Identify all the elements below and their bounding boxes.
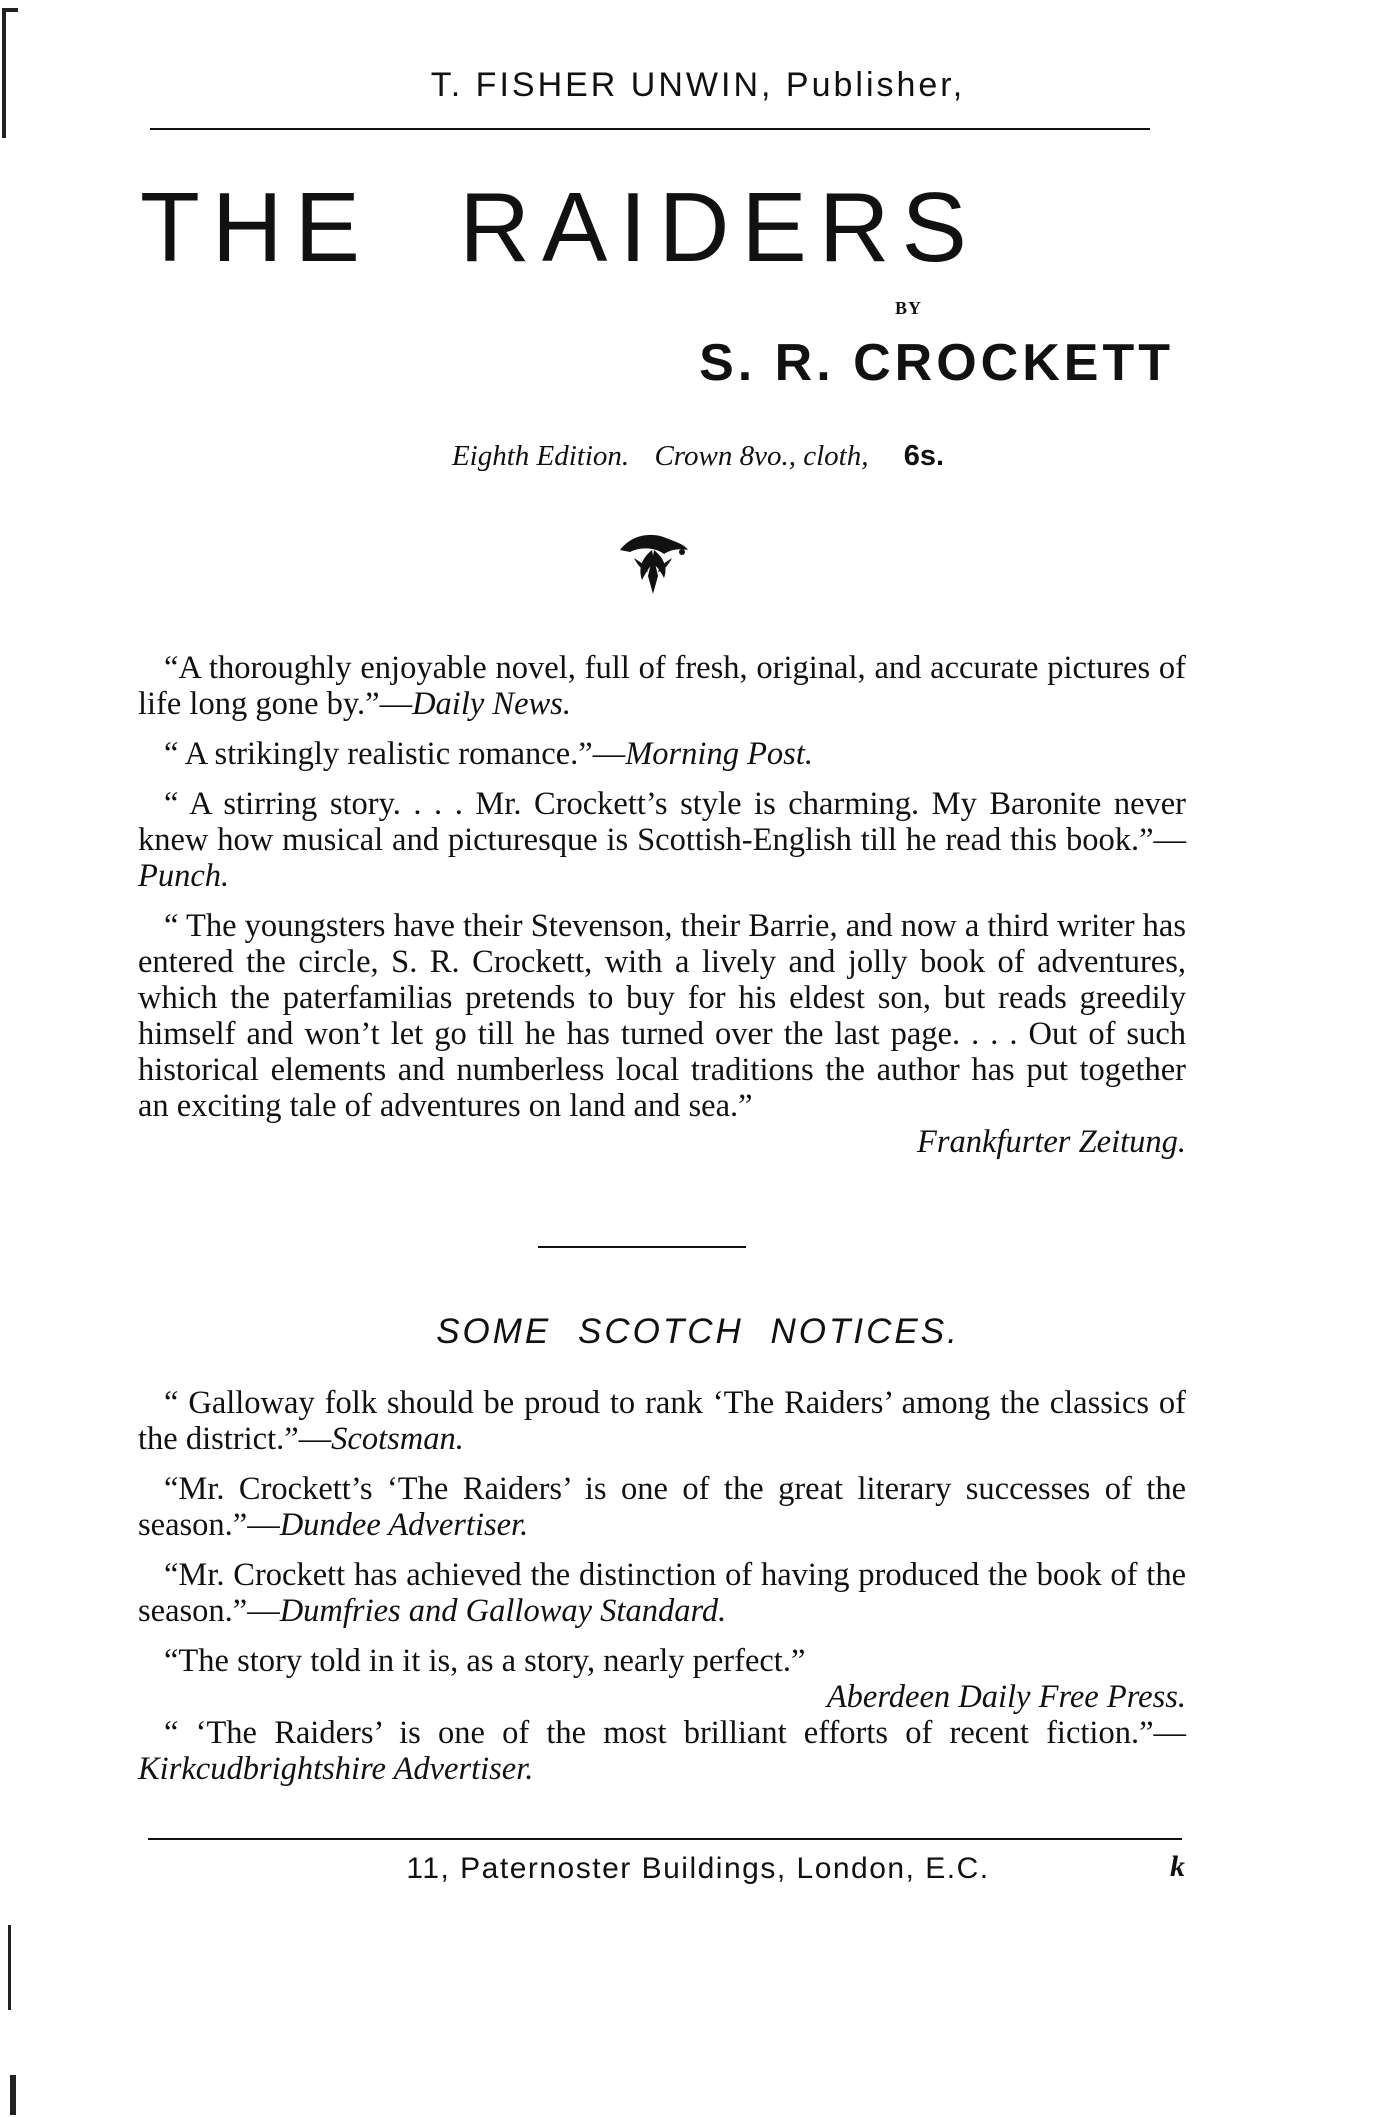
review-quote: “ A stirring story. . . . Mr. Crockett’s style is charming. My Baronite never knew how musical and picturesque is Scottish-English till he read this book.”—Punch. — [138, 786, 1186, 894]
notice-source: Aberdeen Daily Free Press. — [826, 1679, 1186, 1715]
section-heading: SOME SCOTCH NOTICES. — [436, 1312, 960, 1351]
notice-source: Scotsman. — [331, 1421, 464, 1457]
publisher-address: 11, Paternoster Buildings, London, E.C. — [406, 1852, 990, 1885]
notice-source: Kirkcudbrightshire Advertiser. — [138, 1751, 534, 1787]
book-title: THE RAIDERS — [140, 172, 979, 282]
notice-quote: “Mr. Crockett’s ‘The Raiders’ is one of the great literary successes of the season.”—Dundee Advertiser. — [138, 1471, 1186, 1543]
review-quote: “ The youngsters have their Stevenson, their Barrie, and now a third writer has entered the circle, S. R. Crockett, with a lively and jolly book of adventures, which the paterfamilias pretends to buy for his eldest son, but reads greedily himself and won’t let go till he has turned over the last page. . . . Out of such historical elements and numberless local traditions the author has put together an exciting tale of adventures on land and sea.” — [138, 908, 1186, 1124]
publisher-line: T. FISHER UNWIN, Publisher, — [430, 66, 966, 104]
section-divider — [538, 1246, 746, 1248]
notice-quote: “Mr. Crockett has achieved the distinction of having produced the book of the season.”—Dumfries and Galloway Standard. — [138, 1557, 1186, 1629]
review-block — [138, 650, 1186, 1160]
review-source: Daily News. — [412, 686, 571, 722]
by-label: BY — [895, 298, 923, 318]
notice-source: Dumfries and Galloway Standard. — [279, 1593, 727, 1629]
notice-quote: “ Galloway folk should be proud to rank ‘The Raiders’ among the classics of the district.”—Scotsman. — [138, 1385, 1186, 1457]
scan-edge-mark — [8, 1925, 11, 2010]
author-name: S. R. CROCKETT — [699, 334, 1174, 392]
format-label: Crown 8vo., cloth, — [654, 440, 869, 472]
header-rule — [150, 128, 1150, 130]
price-label: 6s. — [903, 440, 945, 472]
edition-line — [0, 440, 1396, 473]
scan-edge-mark — [2, 8, 18, 12]
signature-mark: k — [1170, 1850, 1185, 1883]
review-quote: “A thoroughly enjoyable novel, full of fresh, original, and accurate pictures of life long gone by.”—Daily News. — [138, 650, 1186, 722]
notice-source: Dundee Advertiser. — [279, 1507, 529, 1543]
notice-quote: “ ‘The Raiders’ is one of the most brilliant efforts of recent fiction.”—Kirkcudbrightshire Advertiser. — [138, 1715, 1186, 1787]
scan-edge-mark — [10, 2075, 16, 2115]
footer-rule — [148, 1838, 1182, 1840]
review-source: Frankfurter Zeitung. — [916, 1124, 1186, 1160]
review-source: Morning Post. — [625, 736, 813, 772]
edition-label: Eighth Edition. — [451, 440, 630, 472]
review-source: Punch. — [138, 858, 230, 894]
notice-quote: “The story told in it is, as a story, nearly perfect.” — [164, 1643, 806, 1679]
floral-fleuron-icon — [612, 528, 692, 598]
scotch-notices-block — [138, 1385, 1186, 1787]
review-quote: “ A strikingly realistic romance.”—Morning Post. — [164, 736, 813, 772]
